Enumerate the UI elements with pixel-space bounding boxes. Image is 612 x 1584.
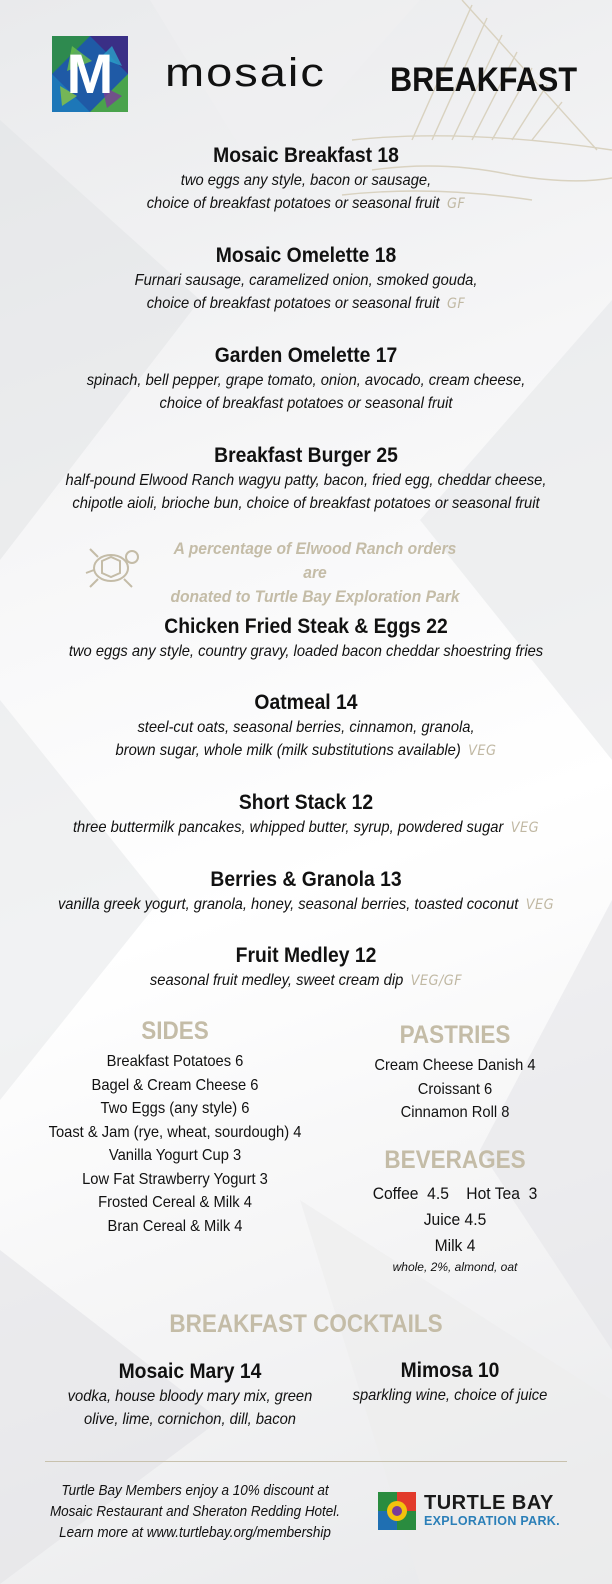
item-description: chipotle aioli, brioche bun, choice of breakfast potatoes or seasonal fruit (72, 495, 540, 512)
item-description: seasonal fruit medley, sweet cream dip VEG/GF (149, 972, 463, 989)
beverages-section (340, 1145, 570, 1275)
item-title: Mosaic Mary 14 (118, 1360, 262, 1383)
item-description: sparkling wine, choice of juice (352, 1387, 548, 1404)
item-title: Mimosa 10 (400, 1359, 500, 1382)
side-item: Vanilla Yogurt Cup 3 (108, 1147, 242, 1164)
cocktails-heading: BREAKFAST COCKTAILS (169, 1310, 443, 1338)
menu-item (30, 689, 582, 763)
item-title: Breakfast Burger 25 (214, 444, 398, 467)
item-title: Garden Omelette 17 (214, 344, 398, 367)
side-item: Toast & Jam (rye, wheat, sourdough) 4 (48, 1123, 302, 1141)
donation-notice (80, 533, 500, 606)
dietary-tag: VEG (510, 820, 540, 836)
beverage-item: Juice 4.5 (423, 1210, 487, 1229)
pastry-item: Cinnamon Roll 8 (400, 1104, 510, 1121)
menu-title: BREAKFAST (390, 61, 578, 99)
menu-item (30, 866, 582, 917)
item-title: Mosaic Omelette 18 (215, 244, 397, 267)
dietary-tag: VEG (468, 743, 497, 759)
item-description: Furnari sausage, caramelized onion, smoked gouda, (134, 272, 478, 289)
pastries-section (340, 1020, 570, 1125)
side-item: Breakfast Potatoes 6 (106, 1053, 244, 1070)
item-description: brown sugar, whole milk (milk substitutions available) VEG (115, 742, 497, 759)
turtle-bay-logo (378, 1492, 578, 1532)
pastry-item: Cream Cheese Danish 4 (374, 1057, 536, 1074)
side-item: Low Fat Strawberry Yogurt 3 (82, 1170, 268, 1188)
sides-heading: SIDES (141, 1017, 209, 1045)
turtle-bay-subtitle: EXPLORATION PARK. (424, 1514, 560, 1528)
turtle-bay-emblem-icon (378, 1492, 416, 1530)
item-title: Fruit Medley 12 (235, 944, 377, 967)
footer-line: Mosaic Restaurant and Sheraton Redding Hotel. (49, 1504, 341, 1520)
dietary-tag: GF (446, 296, 466, 312)
footer-divider (45, 1461, 567, 1462)
side-item: Bran Cereal & Milk 4 (107, 1217, 243, 1235)
item-description: two eggs any style, country gravy, loaded bacon cheddar shoestring fries (68, 643, 544, 660)
item-title: Mosaic Breakfast 18 (213, 144, 399, 167)
menu-item (30, 613, 582, 663)
menu-item (30, 242, 582, 316)
item-description: three buttermilk pancakes, whipped butter, syrup, powdered sugar VEG (72, 819, 540, 836)
brand-wordmark: mosaic (165, 49, 326, 95)
sides-section (30, 1016, 320, 1238)
item-title: Berries & Granola 13 (210, 868, 402, 891)
menu-item (30, 789, 582, 840)
turtle-icon (80, 535, 142, 597)
item-description: spinach, bell pepper, grape tomato, onion, avocado, cream cheese, (86, 372, 526, 389)
menu-item (30, 442, 582, 515)
item-description: choice of breakfast potatoes or seasonal fruit GF (146, 195, 466, 212)
side-item: Bagel & Cream Cheese 6 (91, 1076, 259, 1094)
beverage-item: Coffee 4.5 Hot Tea 3 (372, 1184, 538, 1203)
item-description: two eggs any style, bacon or sausage, (180, 172, 432, 189)
notice-line: A percentage of Elwood Ranch orders are (173, 539, 457, 582)
cocktail-item (55, 1358, 325, 1431)
footer-line: Learn more at www.turtlebay.org/membership (59, 1525, 331, 1541)
beverage-item: Milk 4 (434, 1236, 476, 1255)
item-description: olive, lime, cornichon, dill, bacon (84, 1411, 296, 1428)
item-description: choice of breakfast potatoes or seasonal fruit GF (146, 295, 466, 312)
item-description: vodka, house bloody mary mix, green (67, 1388, 313, 1405)
logo-letter: M (66, 42, 114, 105)
dietary-tag: VEG/GF (410, 973, 463, 989)
menu-item (30, 142, 582, 216)
footer-line: Turtle Bay Members enjoy a 10% discount at (61, 1483, 329, 1499)
dietary-tag: GF (446, 196, 466, 212)
item-title: Short Stack 12 (238, 791, 374, 814)
pastries-heading: PASTRIES (399, 1021, 511, 1049)
beverages-heading: BEVERAGES (384, 1146, 526, 1174)
item-description: choice of breakfast potatoes or seasonal fruit (159, 395, 453, 412)
turtle-bay-name: TURTLE BAY (424, 1492, 554, 1514)
item-description: vanilla greek yogurt, granola, honey, seasonal berries, toasted coconut VEG (57, 896, 555, 913)
menu-item (30, 942, 582, 993)
membership-note (46, 1481, 344, 1544)
cocktail-item (330, 1357, 570, 1407)
pastry-item: Croissant 6 (417, 1080, 493, 1098)
item-title: Oatmeal 14 (254, 691, 358, 714)
dietary-tag: VEG (525, 897, 555, 913)
side-item: Two Eggs (any style) 6 (100, 1100, 250, 1117)
item-title: Chicken Fried Steak & Eggs 22 (164, 615, 448, 638)
side-item: Frosted Cereal & Milk 4 (98, 1194, 252, 1211)
notice-line: donated to Turtle Bay Exploration Park (170, 587, 460, 606)
milk-options-note: whole, 2%, almond, oat (392, 1260, 518, 1274)
item-description: steel-cut oats, seasonal berries, cinnamon, granola, (137, 719, 475, 736)
item-description: half-pound Elwood Ranch wagyu patty, bacon, fried egg, cheddar cheese, (65, 472, 547, 489)
menu-item (30, 342, 582, 415)
